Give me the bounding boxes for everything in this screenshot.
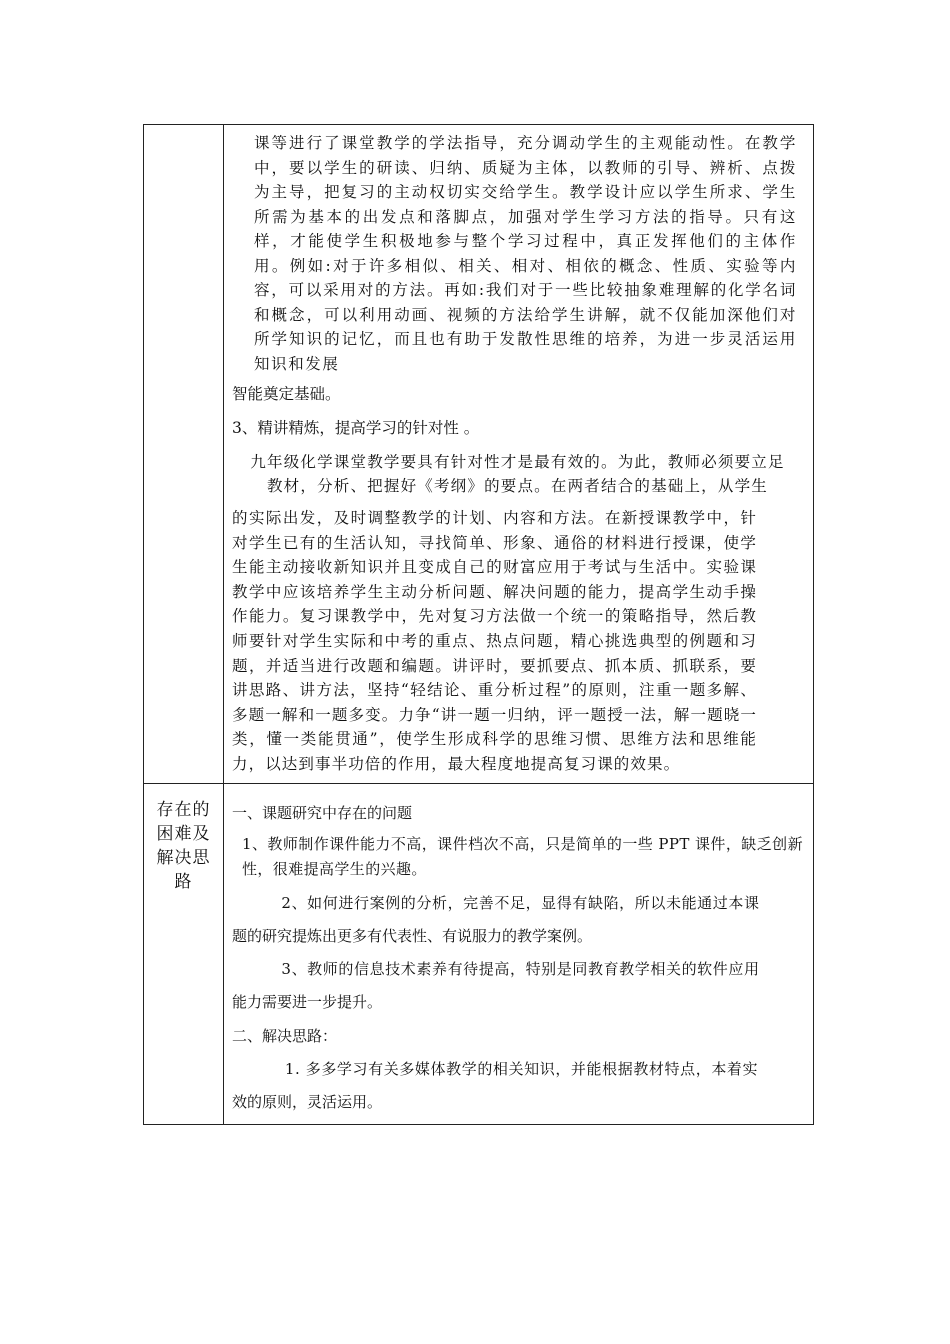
row-label-cell [144, 783, 224, 1124]
paragraph-study-guidance: 课等进行了课堂教学的学法指导，充分调动学生的主观能动性。在教学中，要以学生的研读、归纳、质疑为主体，以教师的引导、辨析、点拨为主导，把复习的主动权切实交给学生。教学设计应以学生所求、学生所需为基本的出发点和落脚点，加强对学生学习方法的指导。只有这样，才能使学生积极地参与整个学习过程中，真正发挥他们的主体作用。例如:对于许多相似、相关、相对、相依的概念、性质、实验等内容，可以采用对的方法。再如:我们对于一些比较抽象难理解的化学名词和概念，可以利用动画、视频的方法给学生讲解，就不仅能加深他们对所学知识的记忆，而且也有助于发散性思维的培养，为进一步灵活运用知识和发展 [254, 134, 797, 373]
section-heading-problems: 一、课题研究中存在的问题 [232, 803, 413, 822]
list-item-problem-3: 3、教师的信息技术素养有待提高，特别是同教育教学相关的软件应用 [281, 959, 760, 978]
section-heading-solutions: 二、解决思路： [232, 1026, 338, 1045]
list-item-problem-1: 1、教师制作课件能力不高，课件档次不高，只是简单的一些 PPT 课件，缺乏创新性，很难提高学生的兴趣。 [242, 834, 803, 878]
section-heading-targeted-teaching: 3、精讲精炼，提高学习的针对性 。 [232, 419, 480, 437]
paragraph-targeted-detail: 的实际出发，及时调整教学的计划、内容和方法。在新授课教学中，针对学生已有的生活认知，寻找简单、形象、通俗的材料进行授课，使学生能主动接收新知识并且变成自己的财富应用于考试与生活中。实验课教学中应该培养学生主动分析问题、解决问题的能力，提高学生动手操作能力。复习课教学中，先对复习方法做一个统一的策略指导，然后教师要针对学生实际和中考的重点、热点问题，精心挑选典型的例题和习题，并适当进行改题和编题。讲评时，要抓要点、抓本质、抓联系，要讲思路、讲方法，坚持“轻结论、重分析过程”的原则，注重一题多解、多题一解和一题多变。力争“讲一题一归纳，评一题授一法，解一题晓一类，懂一类能贯通”，使学生形成科学的思维习惯、思维方法和思维能力，以达到事半功倍的作用，最大程度地提高复习课的效果。 [232, 509, 757, 773]
paragraph-continuation: 智能奠定基础。 [232, 385, 341, 403]
row-content-cell [224, 783, 814, 1124]
paragraph-targeted-intro: 九年级化学课堂教学要具有针对性才是最有效的。为此，教师必须要立足教材，分析、把握好《考纲》的要点。在两者结合的基础上，从学生 [250, 453, 785, 495]
row-label-cell [144, 125, 224, 784]
table-row-difficulties [144, 783, 814, 1124]
row-label: 存在的困难及解决思路 [156, 799, 211, 892]
list-item-solution-1-continued: 效的原则，灵活运用。 [232, 1092, 383, 1111]
research-report-table [143, 124, 814, 1125]
list-item-solution-1: 1. 多多学习有关多媒体教学的相关知识，并能根据教材特点，本着实 [284, 1059, 759, 1078]
row-content-cell [224, 125, 814, 784]
list-item-problem-2: 2、如何进行案例的分析，完善不足，显得有缺陷，所以未能通过本课 [281, 893, 760, 912]
list-item-problem-3-continued: 能力需要进一步提升。 [232, 992, 383, 1011]
table-row-teaching-methods [144, 125, 814, 784]
list-item-problem-2-continued: 题的研究提炼出更多有代表性、有说服力的教学案例。 [232, 926, 593, 945]
row-label [144, 125, 223, 139]
